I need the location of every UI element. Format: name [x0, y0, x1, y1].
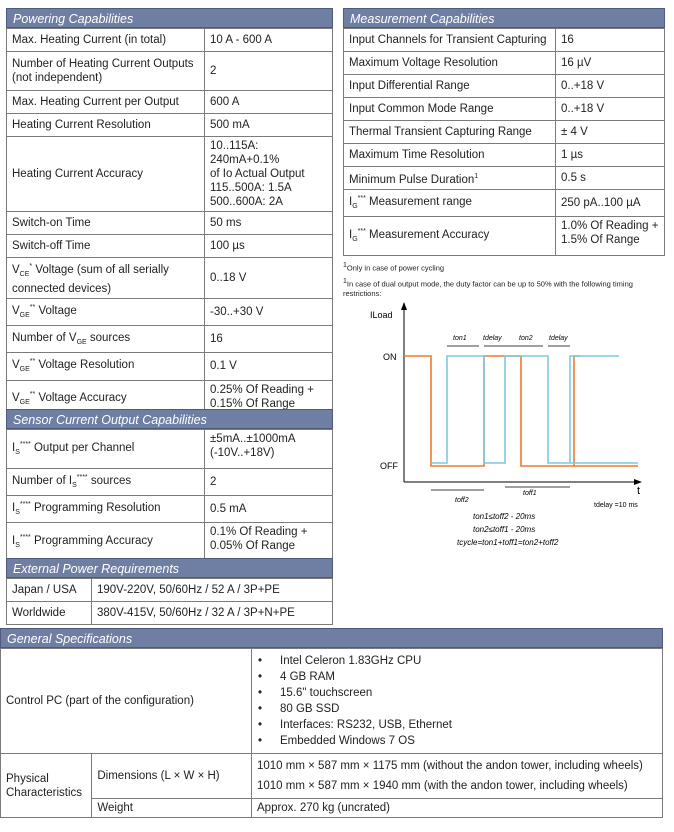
table-row	[1, 754, 663, 799]
row-label: Worldwide	[7, 602, 92, 625]
tdelay-label-2: tdelay	[549, 335, 568, 342]
row-value: 1 µs	[556, 144, 665, 167]
dimensions-line: 1010 mm × 587 mm × 1175 mm (without the andon tower, including wheels)	[257, 760, 643, 772]
row-value: 50 ms	[205, 212, 333, 235]
row-label: Input Differential Range	[344, 75, 556, 98]
external-power-section	[6, 558, 333, 578]
row-value: 100 µs	[205, 235, 333, 258]
off-label: OFF	[380, 461, 398, 471]
table-row	[344, 167, 665, 190]
row-value: 0.5 mA	[205, 496, 333, 523]
table-row	[344, 217, 665, 256]
row-value: ± 4 V	[556, 121, 665, 144]
table-row	[7, 602, 333, 625]
dimensions-value	[252, 754, 663, 799]
output-2-waveform	[431, 356, 619, 463]
list-item: • Embedded Windows 7 OS	[255, 733, 659, 749]
list-item: • Interfaces: RS232, USB, Ethernet	[255, 717, 659, 733]
row-label: Switch-on Time	[7, 212, 205, 235]
weight-label: Weight	[92, 799, 252, 818]
sensor-table	[6, 429, 333, 562]
table-row	[7, 52, 333, 91]
control-pc-list	[255, 653, 659, 749]
table-row	[7, 579, 333, 602]
footnote-2: $^1$In case of dual output mode, the duty factor can be up to 50% with the following timing restrictions:	[343, 278, 633, 298]
equation-3: tcycle=ton1+toff1=ton2+toff2	[457, 538, 559, 547]
sensor-section	[6, 409, 333, 429]
row-label: Japan / USA	[7, 579, 92, 602]
row-value: 0.5 s	[556, 167, 665, 190]
table-row	[7, 258, 333, 299]
general-table	[0, 648, 663, 818]
table-row	[344, 190, 665, 217]
external-power-table	[6, 578, 333, 625]
row-label: Maximum Time Resolution	[344, 144, 556, 167]
table-row	[344, 144, 665, 167]
external-power-title: External Power Requirements	[6, 558, 333, 578]
row-value: 16	[205, 326, 333, 353]
row-value: 0.1 V	[205, 353, 333, 380]
row-value: 16	[556, 29, 665, 52]
table-row	[344, 75, 665, 98]
powering-section	[6, 8, 333, 28]
row-value: 600 A	[205, 91, 333, 114]
list-item: • Intel Celeron 1.83GHz CPU	[255, 653, 659, 669]
row-label: $V_{GE}^{**}$ Voltage Accuracy	[7, 380, 205, 419]
table-row	[7, 137, 333, 212]
table-row	[344, 29, 665, 52]
row-value: 0.1% Of Reading + 0.05% Of Range	[205, 523, 333, 562]
table-row	[7, 353, 333, 380]
row-label: $I_G^{***}$ Measurement Accuracy	[344, 217, 556, 256]
row-value: 2	[205, 52, 333, 91]
ton1-label: ton1	[453, 335, 467, 342]
table-row	[344, 52, 665, 75]
general-title: General Specifications	[0, 628, 663, 648]
row-label: Input Channels for Transient Capturing	[344, 29, 556, 52]
measurement-section	[343, 8, 665, 28]
toff1-label: toff1	[523, 490, 537, 497]
table-row	[7, 469, 333, 496]
row-label: Number of $V_{GE}$ sources	[7, 326, 205, 353]
powering-table	[6, 28, 333, 420]
table-row	[7, 212, 333, 235]
row-value: 0..+18 V	[556, 98, 665, 121]
row-value: 1.0% Of Reading + 1.5% Of Range	[556, 217, 665, 256]
row-value: 500 mA	[205, 114, 333, 137]
equation-2: ton2≤toff1 - 20ms	[473, 525, 536, 534]
row-label: $V_{CE}^*$ Voltage (sum of all serially connected devices)	[7, 258, 205, 299]
row-label: $V_{GE}^{**}$ Voltage Resolution	[7, 353, 205, 380]
row-label: Max. Heating Current (in total)	[7, 29, 205, 52]
row-label: Maximum Voltage Resolution	[344, 52, 556, 75]
sensor-title: Sensor Current Output Capabilities	[6, 409, 333, 429]
t-label: t	[637, 485, 641, 497]
row-value: 250 pA..100 µA	[556, 190, 665, 217]
bottom-dimensions	[431, 487, 570, 490]
table-row	[344, 98, 665, 121]
row-label: $I_G^{***}$ Measurement range	[344, 190, 556, 217]
y-axis-label: ILoad	[370, 310, 393, 320]
on-label: ON	[383, 352, 397, 362]
toff2-label: toff2	[455, 497, 469, 504]
row-value: 0..+18 V	[556, 75, 665, 98]
row-label: Input Common Mode Range	[344, 98, 556, 121]
dimensions-label: Dimensions (L × W × H)	[92, 754, 252, 799]
dimensions-line: 1010 mm × 587 mm × 1940 mm (with the andon tower, including wheels)	[257, 780, 628, 792]
row-value: 2	[205, 469, 333, 496]
ton2-label: ton2	[519, 335, 533, 342]
row-label: Number of $I_S^{****}$ sources	[7, 469, 205, 496]
general-section	[0, 628, 663, 648]
footnote-1: $^1$Only in case of power cycling	[343, 262, 445, 273]
table-row	[7, 114, 333, 137]
row-value: -30..+30 V	[205, 299, 333, 326]
table-row	[7, 235, 333, 258]
table-row	[1, 649, 663, 754]
row-label: Max. Heating Current per Output	[7, 91, 205, 114]
table-row	[1, 799, 663, 818]
row-label: $V_{GE}^{**}$ Voltage	[7, 299, 205, 326]
row-label: $I_S^{****}$ Programming Resolution	[7, 496, 205, 523]
tdelay-label-1: tdelay	[483, 335, 502, 342]
row-value: ±5mA..±1000mA (-10V..+18V)	[205, 430, 333, 469]
weight-value: Approx. 270 kg (uncrated)	[252, 799, 663, 818]
row-value: 190V-220V, 50/60Hz / 52 A / 3P+PE	[92, 579, 333, 602]
output-1-waveform	[404, 356, 580, 466]
table-row	[7, 523, 333, 562]
row-value: 0.25% Of Reading + 0.15% Of Range	[205, 380, 333, 419]
row-value: 380V-415V, 50/60Hz / 32 A / 3P+N+PE	[92, 602, 333, 625]
equation-1: ton1≤toff2 - 20ms	[473, 512, 536, 521]
row-label: $I_S^{****}$ Programming Accuracy	[7, 523, 205, 562]
timing-diagram	[343, 298, 665, 554]
measurement-table	[343, 28, 665, 256]
row-label: Heating Current Accuracy	[7, 137, 205, 212]
row-value: 10..115A: 240mA+0.1% of Io Actual Output 115..500A: 1.5A 500..600A: 2A	[205, 137, 333, 212]
table-row	[7, 299, 333, 326]
tdelay-note: tdelay =10 ms	[594, 502, 638, 509]
row-value: 16 µV	[556, 52, 665, 75]
row-label: Heating Current Resolution	[7, 114, 205, 137]
row-label: $I_S^{****}$ Output per Channel	[7, 430, 205, 469]
powering-title: Powering Capabilities	[6, 8, 333, 28]
row-value: 10 A - 600 A	[205, 29, 333, 52]
control-pc-value	[252, 649, 663, 754]
measurement-title: Measurement Capabilities	[343, 8, 665, 28]
physical-label: Physical Characteristics	[1, 754, 92, 818]
list-item: • 4 GB RAM	[255, 669, 659, 685]
table-row	[344, 121, 665, 144]
list-item: • 80 GB SSD	[255, 701, 659, 717]
list-item: • 15.6" touchscreen	[255, 685, 659, 701]
row-label: Minimum Pulse Duration$^1$	[344, 167, 556, 190]
table-row	[7, 496, 333, 523]
y-axis-arrow	[401, 302, 407, 310]
table-row	[7, 29, 333, 52]
row-label: Switch-off Time	[7, 235, 205, 258]
table-row	[7, 326, 333, 353]
row-label: Thermal Transient Capturing Range	[344, 121, 556, 144]
table-row	[7, 430, 333, 469]
table-row	[7, 91, 333, 114]
row-label: Number of Heating Current Outputs (not independent)	[7, 52, 205, 91]
row-value: 0..18 V	[205, 258, 333, 299]
control-pc-label: Control PC (part of the configuration)	[1, 649, 252, 754]
